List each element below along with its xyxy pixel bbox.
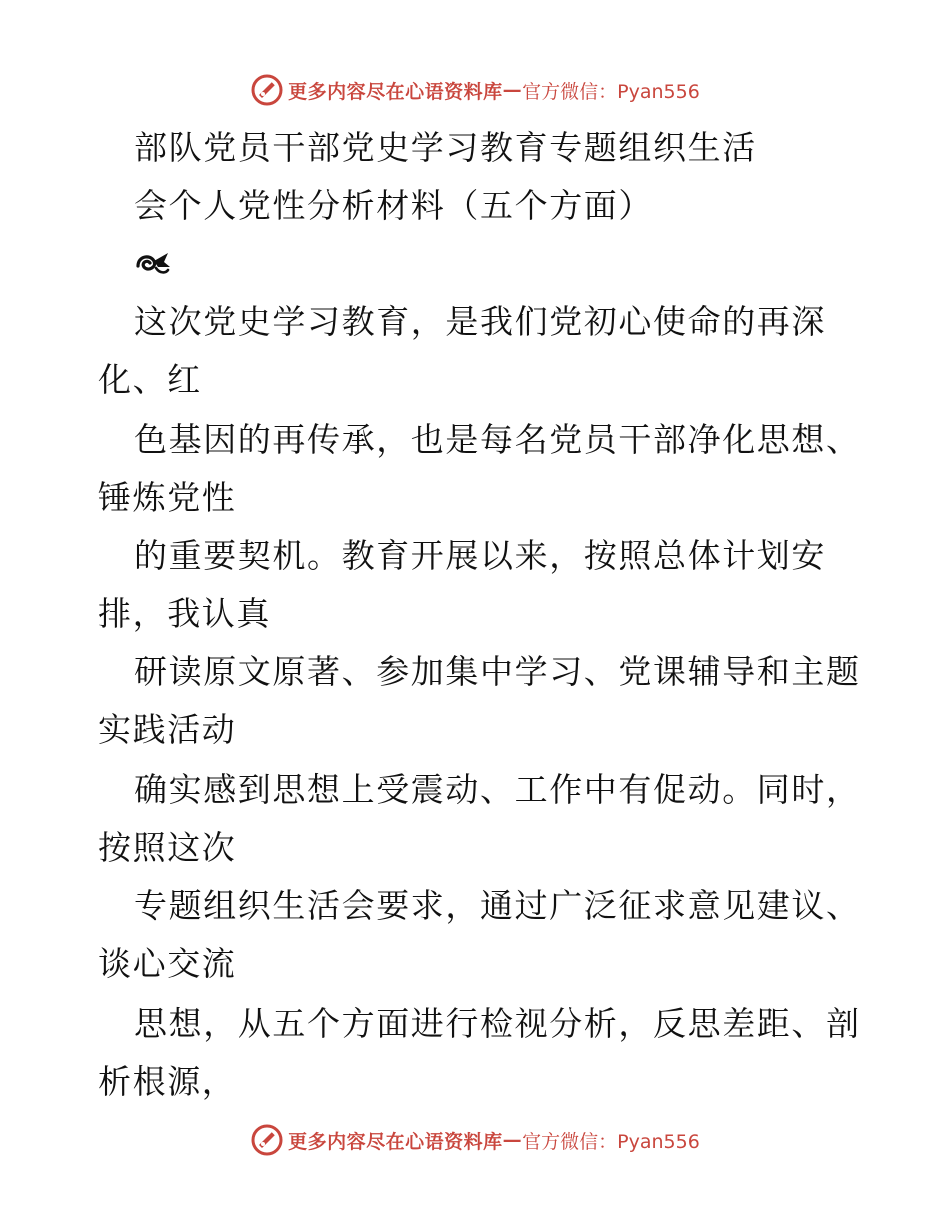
body-line: 这次党史学习教育，是我们党初心使命的再深 <box>134 302 826 341</box>
watermark-footer <box>0 1120 950 1160</box>
body-line: 确实感到思想上受震动、工作中有促动。同时， <box>134 770 861 809</box>
body-line: 研读原文原著、参加集中学习、党课辅导和主题 <box>134 652 861 691</box>
body-line: 的重要契机。教育开展以来，按照总体计划安 <box>134 536 826 575</box>
body-line: 析根源， <box>98 1062 237 1101</box>
watermark-dash: — <box>502 1129 523 1151</box>
body-line: 化、红 <box>98 360 202 399</box>
watermark-brand: 更多内容尽在心语资料库 <box>288 1130 503 1153</box>
title-line-1: 部队党员干部党史学习教育专题组织生活 <box>134 128 757 167</box>
watermark-account: 官方微信：Pyan556 <box>522 80 700 103</box>
body-line: 按照这次 <box>98 828 237 867</box>
ornament-icon <box>134 248 172 278</box>
body-line: 实践活动 <box>98 710 237 749</box>
watermark-brand: 更多内容尽在心语资料库 <box>288 80 503 103</box>
body-line: 谈心交流 <box>98 944 237 983</box>
logo-icon <box>250 1123 284 1157</box>
body-line: 排，我认真 <box>98 594 271 633</box>
title-line-2: 会个人党性分析材料（五个方面） <box>134 186 653 225</box>
watermark-dash: — <box>502 79 523 101</box>
watermark-account: 官方微信：Pyan556 <box>522 1130 700 1153</box>
body-line: 锤炼党性 <box>98 478 237 517</box>
body-line: 色基因的再传承，也是每名党员干部净化思想、 <box>134 420 861 459</box>
logo-icon <box>250 73 284 107</box>
watermark-header <box>0 70 950 110</box>
body-line: 专题组织生活会要求，通过广泛征求意见建议、 <box>134 886 861 925</box>
body-line: 思想，从五个方面进行检视分析，反思差距、剖 <box>134 1004 861 1043</box>
